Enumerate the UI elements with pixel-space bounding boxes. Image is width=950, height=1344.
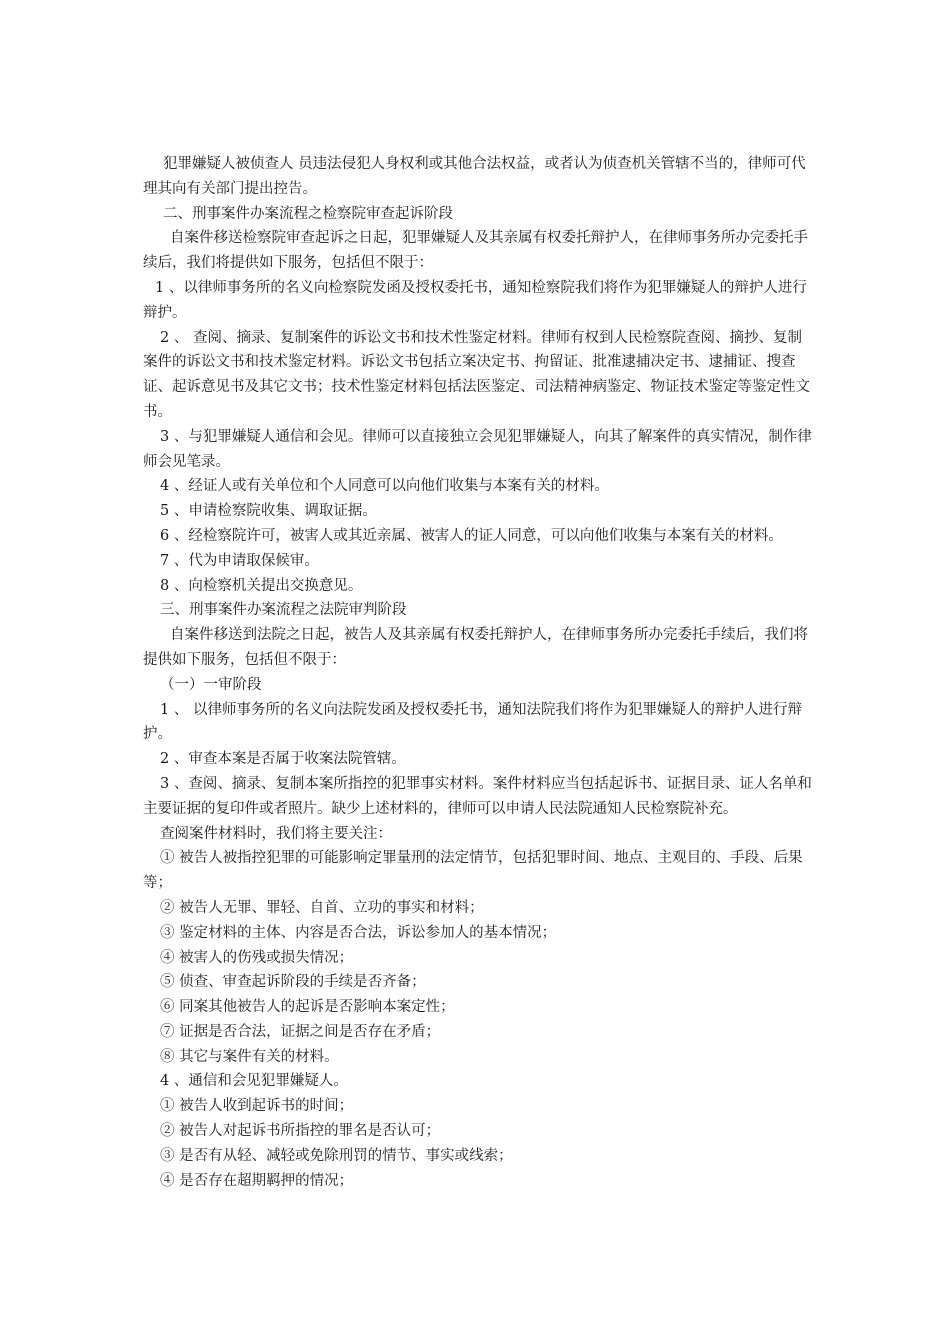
paragraph: ⑧ 其它与案件有关的材料。 [160, 1048, 339, 1065]
paragraph: 自案件移送检察院审查起诉之日起，犯罪嫌疑人及其亲属有权委托辩护人，在律师事务所办完委托手续后，我们将提供如下服务，包括但不限于： [143, 230, 808, 272]
paragraph: ⑦ 证据是否合法，证据之间是否存在矛盾； [160, 1023, 441, 1040]
paragraph: 8 、向检察机关提出交换意见。 [160, 577, 363, 594]
paragraph: 自案件移送到法院之日起，被告人及其亲属有权委托辩护人，在律师事务所办完委托手续后，我们将提供如下服务，包括但不限于： [143, 627, 808, 668]
paragraph: 2 、 查阅、摘录、复制案件的诉讼文书和技术性鉴定材料。律师有权到人民检察院查阅、摘抄、复制案件的诉讼文书和技术鉴定材料。诉讼文书包括立案决定书、拘留证、批准逮捕决定书、逮捕证、搜查证、起诉意见书及其它文书；技术性鉴定材料包括法医鉴定、司法精神病鉴定、物证技术鉴定等鉴定性文书。 [143, 329, 810, 420]
paragraph: 5 、申请检察院收集、调取证据。 [160, 503, 377, 520]
paragraph: ③ 是否有从轻、减轻或免除刑罚的情节、事实或线索； [160, 1147, 513, 1164]
paragraph: 4 、通信和会见犯罪嫌疑人。 [160, 1073, 348, 1090]
paragraph: 犯罪嫌疑人被侦查人 员违法侵犯人身权利或其他合法权益，或者认为侦查机关管辖不当的，律师可代理其向有关部门提出控告。 [143, 156, 806, 197]
paragraph: ⑥ 同案其他被告人的起诉是否影响本案定性； [160, 999, 455, 1016]
paragraph: ② 被告人无罪、罪轻、自首、立功的事实和材料； [160, 899, 484, 916]
paragraph: 查阅案件材料时，我们将主要关注： [160, 825, 392, 842]
paragraph: ① 被告人被指控犯罪的可能影响定罪量刑的法定情节，包括犯罪时间、地点、主观目的、手段、后果等； [143, 850, 803, 892]
paragraph: 二、刑事案件办案流程之检察院审查起诉阶段 [163, 205, 453, 222]
paragraph: 4 、经证人或有关单位和个人同意可以向他们收集与本案有关的材料。 [160, 478, 609, 495]
paragraph: 6 、经检察院许可，被害人或其近亲属、被害人的证人同意，可以向他们收集与本案有关的材料。 [160, 527, 783, 544]
paragraph: 1 、以律师事务所的名义向检察院发函及授权委托书，通知检察院我们将作为犯罪嫌疑人的辩护人进行辩护。 [143, 279, 807, 321]
document-body [143, 152, 813, 1193]
paragraph: ④ 被害人的伤残或损失情况； [160, 949, 354, 966]
paragraph: 3 、查阅、摘录、复制本案所指控的犯罪事实材料。案件材料应当包括起诉书、证据目录、证人名单和主要证据的复印件或者照片。缺少上述材料的，律师可以申请人民法院通知人民检察院补充。 [143, 775, 812, 817]
paragraph: ① 被告人收到起诉书的时间； [160, 1098, 354, 1115]
paragraph: 2 、审查本案是否属于收案法院管辖。 [160, 751, 406, 768]
paragraph: ③ 鉴定材料的主体、内容是否合法，诉讼参加人的基本情况； [160, 924, 557, 941]
paragraph: ④ 是否存在超期羁押的情况； [160, 1172, 354, 1189]
paragraph: ⑤ 侦查、审查起诉阶段的手续是否齐备； [160, 974, 426, 991]
paragraph: 1 、 以律师事务所的名义向法院发函及授权委托书，通知法院我们将作为犯罪嫌疑人的辩护人进行辩护。 [143, 701, 802, 743]
paragraph: 三、刑事案件办案流程之法院审判阶段 [160, 602, 407, 619]
paragraph: ② 被告人对起诉书所指控的罪名是否认可； [160, 1123, 441, 1140]
paragraph: 3 、与犯罪嫌疑人通信和会见。律师可以直接独立会见犯罪嫌疑人，向其了解案件的真实情况，制作律师会见笔录。 [143, 428, 812, 470]
paragraph: 7 、代为申请取保候审。 [160, 552, 319, 569]
paragraph: （一）一审阶段 [160, 676, 262, 693]
